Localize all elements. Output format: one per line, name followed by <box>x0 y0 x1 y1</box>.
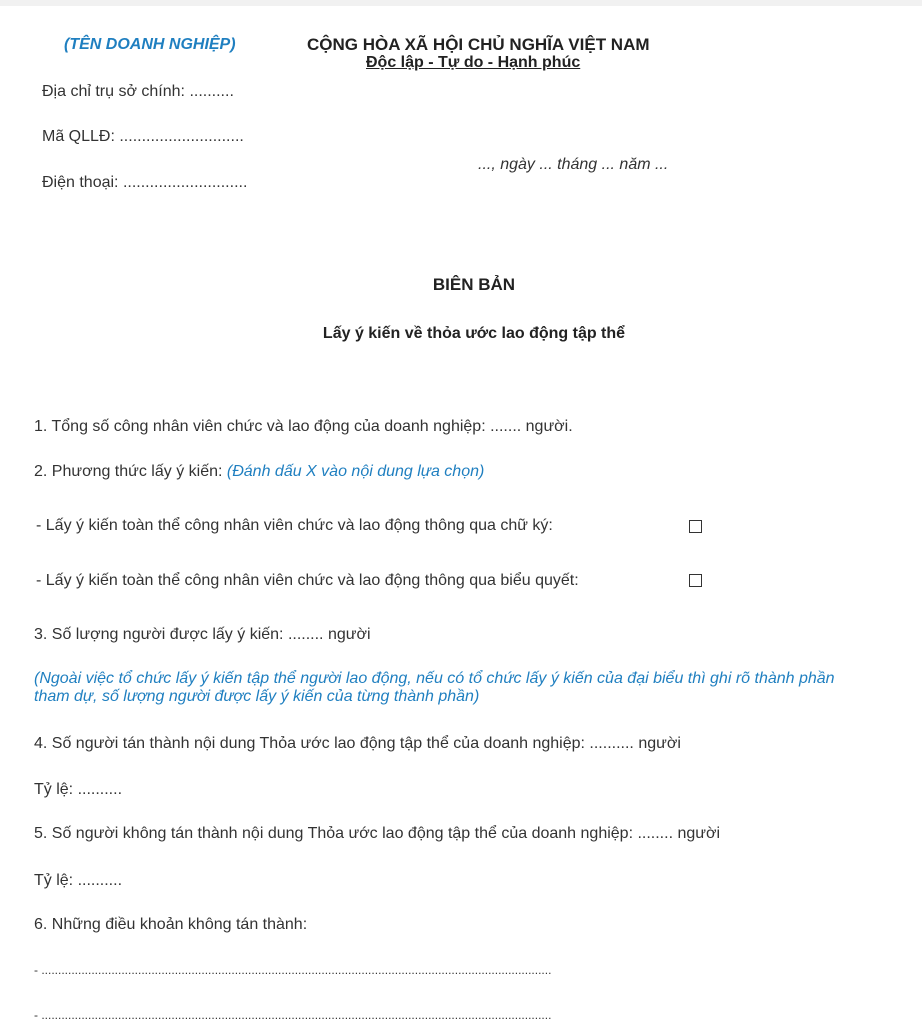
item-5-ratio: Tỷ lệ: .......... <box>34 872 123 889</box>
item-5-disapprove-count: 5. Số người không tán thành nội dung Thỏa ước lao động tập thể của doanh nghiệp: ........ người <box>34 825 721 842</box>
item-2-hint: (Đánh dấu X vào nội dung lựa chọn) <box>226 463 485 480</box>
item-2-method <box>34 463 484 481</box>
date-line: ..., ngày ... tháng ... năm ... <box>478 156 669 173</box>
national-motto: Độc lập - Tự do - Hạnh phúc <box>366 54 581 71</box>
blank-line-1: - ......................................................................................................................................................... <box>34 963 552 977</box>
phone-line: Điện thoại: ............................ <box>42 174 248 191</box>
note-line-1: (Ngoài việc tổ chức lấy ý kiến tập thể người lao động, nếu có tổ chức lấy ý kiến của đại biểu thì ghi rõ thành phần <box>34 670 835 687</box>
item-2-label: 2. Phương thức lấy ý kiến: <box>34 463 227 480</box>
top-bar <box>0 0 922 6</box>
note-line-2: tham dự, số lượng người được lấy ý kiến của từng thành phần) <box>34 688 480 705</box>
blank-line-2: - ......................................................................................................................................................... <box>34 1008 552 1022</box>
item-1-total-workers: 1. Tổng số công nhân viên chức và lao động của doanh nghiệp: ....... người. <box>34 418 573 435</box>
item-4-ratio: Tỷ lệ: .......... <box>34 781 123 798</box>
qlld-code-line: Mã QLLĐ: ............................ <box>42 128 244 145</box>
document-subtitle: Lấy ý kiến về thỏa ước lao động tập thể <box>322 325 626 342</box>
item-4-approve-count: 4. Số người tán thành nội dung Thỏa ước lao động tập thể của doanh nghiệp: .......... người <box>34 735 681 752</box>
option-signature-label: - Lấy ý kiến toàn thể công nhân viên chức và lao động thông qua chữ ký: <box>36 517 553 534</box>
option-signature-checkbox[interactable] <box>689 520 702 533</box>
address-line: Địa chỉ trụ sở chính: .......... <box>42 83 234 100</box>
company-name: (TÊN DOANH NGHIỆP) <box>64 36 236 53</box>
item-6-disagreed-clauses: 6. Những điều khoản không tán thành: <box>34 916 308 933</box>
item-3-consulted-count: 3. Số lượng người được lấy ý kiến: ........ người <box>34 626 371 643</box>
national-title: CỘNG HÒA XÃ HỘI CHỦ NGHĨA VIỆT NAM <box>307 35 650 54</box>
item-3-note <box>34 670 922 706</box>
option-vote-checkbox[interactable] <box>689 574 702 587</box>
document-title: BIÊN BẢN <box>432 275 516 294</box>
option-vote-label: - Lấy ý kiến toàn thể công nhân viên chức và lao động thông qua biểu quyết: <box>36 572 579 589</box>
